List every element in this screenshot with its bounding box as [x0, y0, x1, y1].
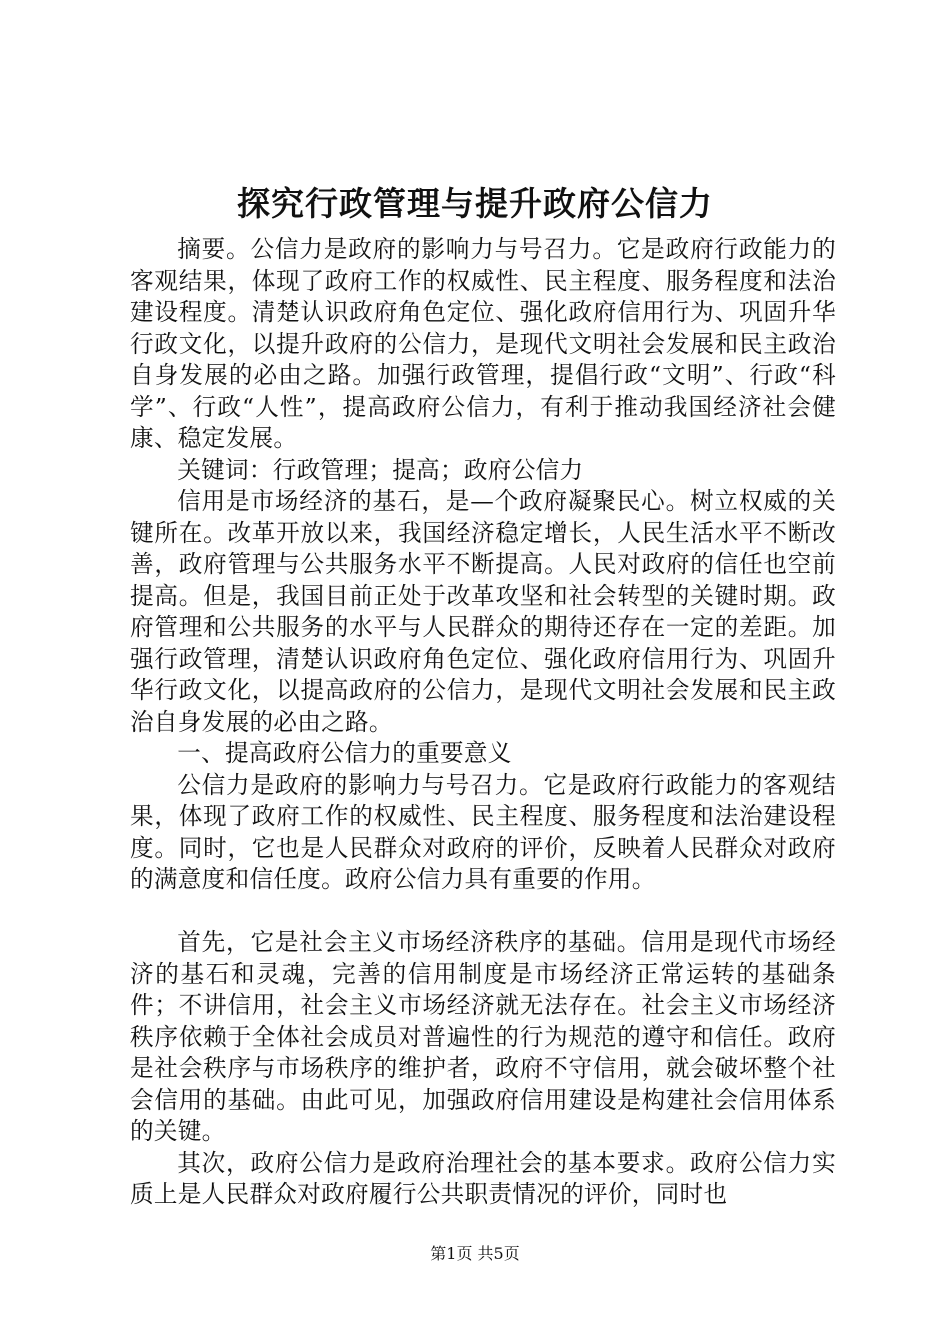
document-body: [130, 234, 836, 1211]
significance-paragraph: 公信力是政府的影响力与号召力。它是政府行政能力的客观结果，体现了政府工作的权威性、民主程度、服务程度和法治建设程度。同时，它也是人民群众对政府的评价，反映着人民群众对政府的满意度和信任度。政府公信力具有重要的作用。: [130, 770, 836, 893]
document-title: 探究行政管理与提升政府公信力: [237, 184, 713, 223]
first-point-paragraph: 首先，它是社会主义市场经济秩序的基础。信用是现代市场经济的基石和灵魂，完善的信用制度是市场经济正常运转的基础条件；不讲信用，社会主义市场经济就无法存在。社会主义市场经济秩序依赖于全体社会成员对普遍性的行为规范的遵守和信任。政府是社会秩序与市场秩序的维护者，政府不守信用，就会破坏整个社会信用的基础。由此可见，加强政府信用建设是构建社会信用体系的关键。: [130, 928, 836, 1145]
blank-line: [130, 896, 836, 928]
abstract-paragraph: 摘要。公信力是政府的影响力与号召力。它是政府行政能力的客观结果，体现了政府工作的权威性、民主程度、服务程度和法治建设程度。清楚认识政府角色定位、强化政府信用行为、巩固升华行政文化，以提升政府的公信力，是现代文明社会发展和民主政治自身发展的必由之路。加强行政管理，提倡行政“文明”、行政“科学”、行政“人性”，提高政府公信力，有利于推动我国经济社会健康、稳定发展。: [130, 235, 836, 452]
section-heading: 一、提高政府公信力的重要意义: [177, 739, 512, 767]
keywords-paragraph: 关键词：行政管理；提高；政府公信力: [177, 455, 584, 484]
intro-paragraph: 信用是市场经济的基石，是—个政府凝聚民心。树立权威的关键所在。改革开放以来，我国经济稳定增长，人民生活水平不断改善，政府管理与公共服务水平不断提高。人民对政府的信任也空前提高。但是，我国目前正处于改革攻坚和社会转型的关键时期。政府管理和公共服务的水平与人民群众的期待还存在一定的差距。加强行政管理，清楚认识政府角色定位、强化政府信用行为、巩固升华行政文化，以提高政府的公信力，是现代文明社会发展和民主政治自身发展的必由之路。: [130, 487, 836, 736]
second-point-paragraph: 其次，政府公信力是政府治理社会的基本要求。政府公信力实质上是人民群众对政府履行公共职责情况的评价，同时也: [130, 1148, 836, 1208]
page-footer: 第1页 共5页: [430, 1244, 520, 1263]
